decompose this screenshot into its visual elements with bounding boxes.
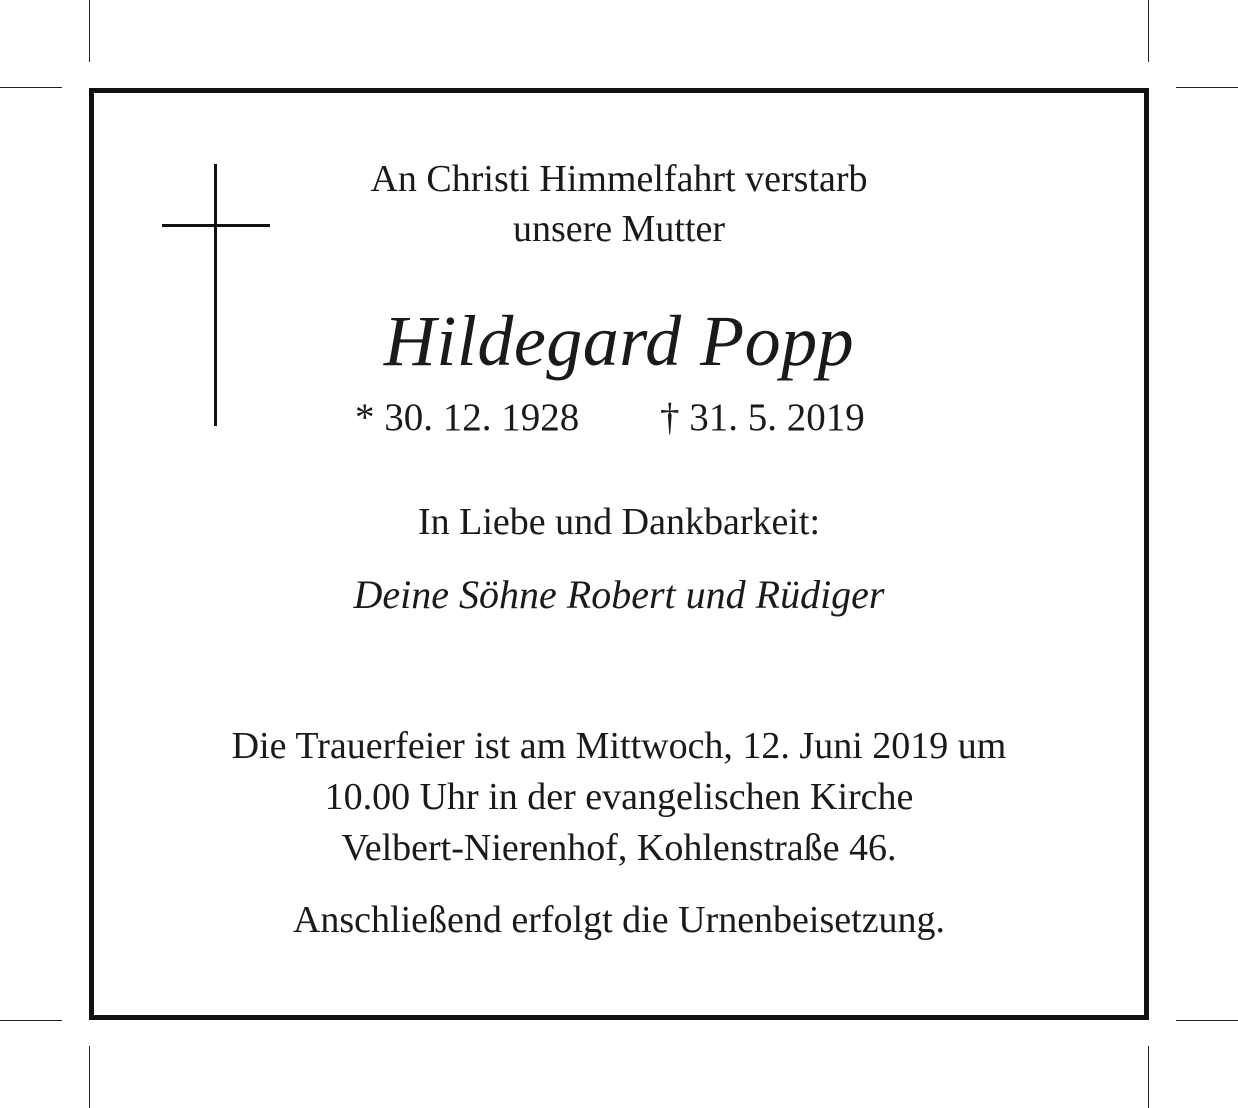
thanks-line: In Liebe und Dankbarkeit: xyxy=(417,501,821,543)
intro-line-1: An Christi Himmelfahrt verstarb xyxy=(370,158,868,200)
burial-line: Anschließend erfolgt die Urnenbeisetzung. xyxy=(292,899,946,941)
crop-mark-bottom-right-horizontal xyxy=(1176,1020,1238,1021)
crop-mark-top-left-horizontal xyxy=(0,87,62,88)
cross-icon xyxy=(162,164,270,426)
life-dates xyxy=(0,398,1238,442)
death-date: † 31. 5. 2019 xyxy=(660,396,865,439)
crop-mark-bottom-right-vertical xyxy=(1148,1046,1149,1108)
service-line-2: 10.00 Uhr in der evangelischen Kirche xyxy=(324,776,914,818)
signers-line: Deine Söhne Robert und Rüdiger xyxy=(353,572,885,617)
crop-mark-bottom-left-vertical xyxy=(89,1046,90,1108)
crop-mark-top-right-horizontal xyxy=(1176,87,1238,88)
crop-mark-top-left-vertical xyxy=(89,0,90,62)
birth-date: * 30. 12. 1928 xyxy=(355,396,580,439)
deceased-name: Hildegard Popp xyxy=(383,301,855,381)
service-line-3: Velbert-Nierenhof, Kohlenstraße 46. xyxy=(341,827,897,869)
intro-line-2: unsere Mutter xyxy=(512,208,726,250)
crop-mark-bottom-left-horizontal xyxy=(0,1020,62,1021)
crop-mark-top-right-vertical xyxy=(1148,0,1149,62)
service-line-1: Die Trauerfeier ist am Mittwoch, 12. Juni 2019 um xyxy=(231,725,1007,767)
cross-vertical-bar xyxy=(214,164,217,426)
